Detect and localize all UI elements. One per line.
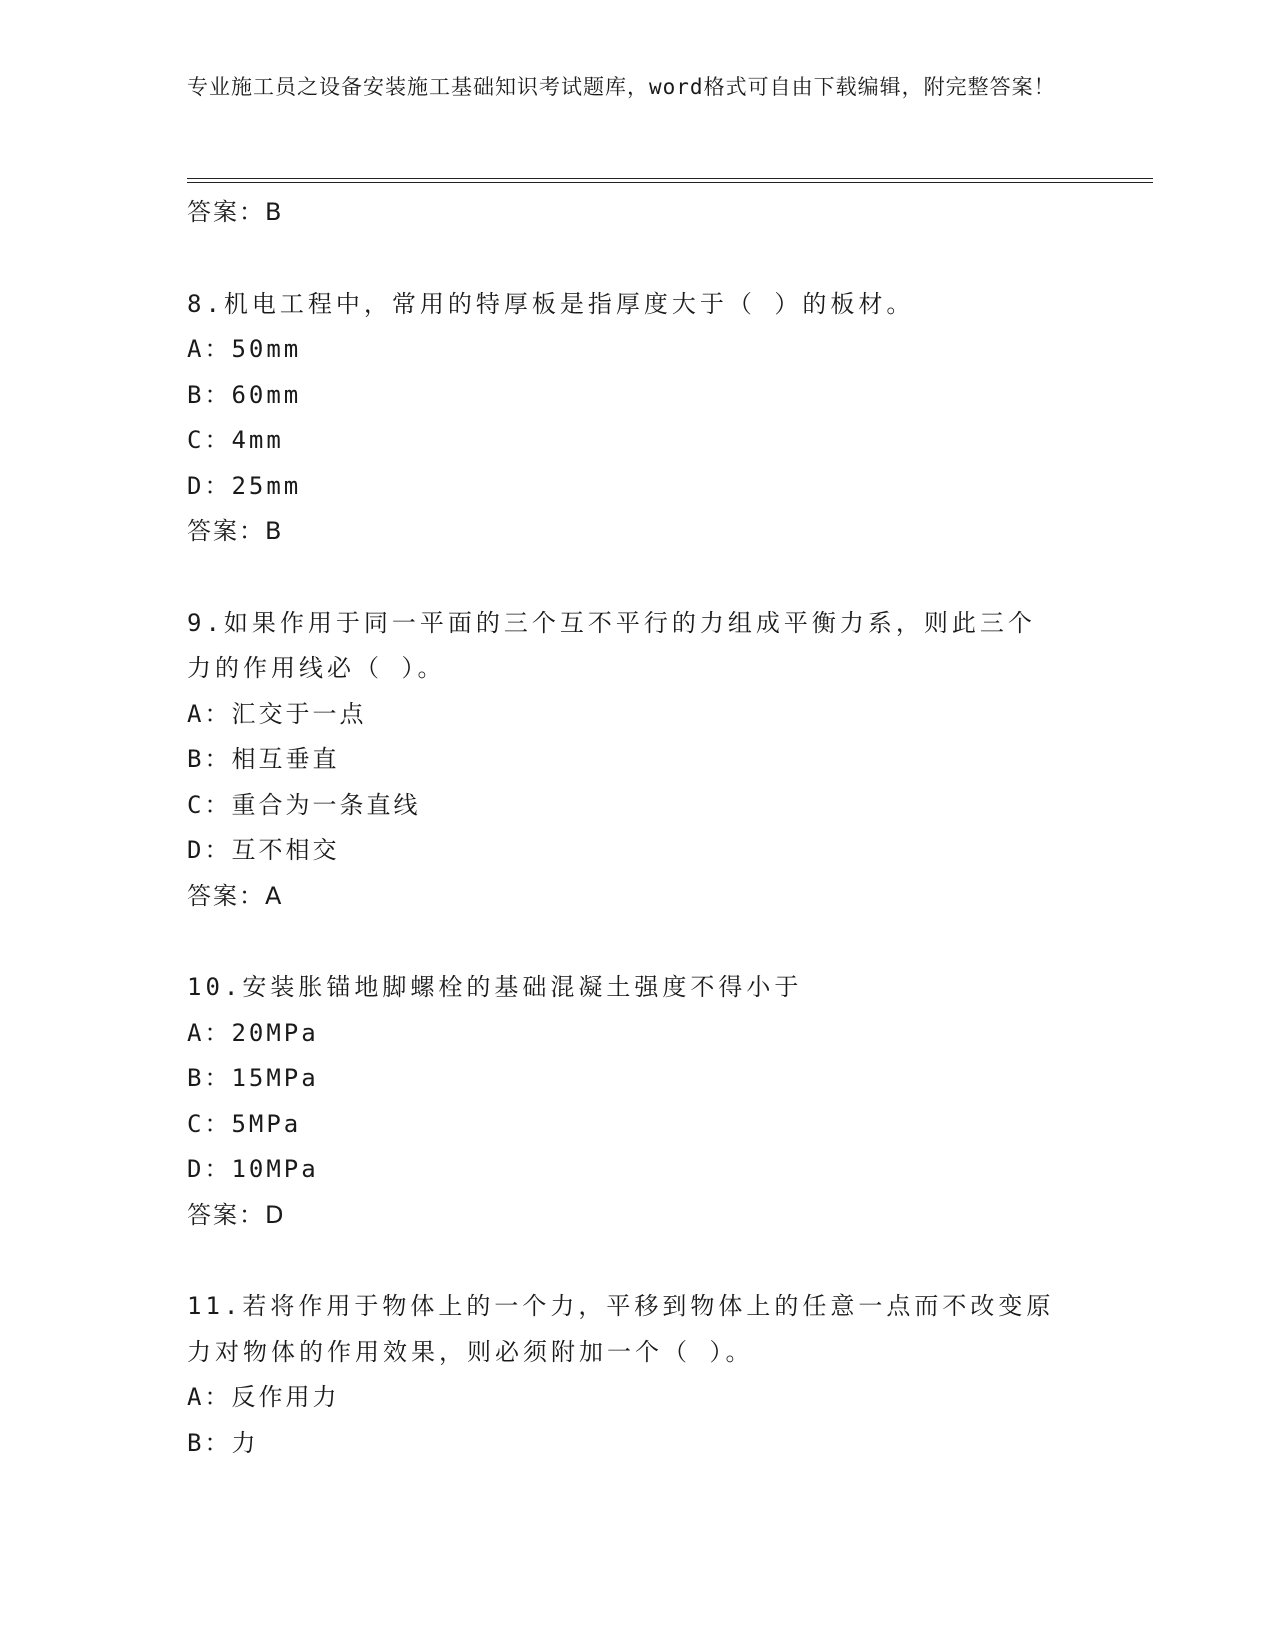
question-text: 10.安装胀锚地脚螺栓的基础混凝土强度不得小于 bbox=[187, 973, 803, 1001]
question-8 bbox=[187, 282, 1067, 555]
header-divider bbox=[187, 178, 1153, 179]
option-c: C：4mm bbox=[187, 426, 284, 454]
answer-line: 答案：B bbox=[187, 198, 284, 226]
option-d: D：10MPa bbox=[187, 1155, 319, 1183]
option-b: B：15MPa bbox=[187, 1064, 319, 1092]
question-list bbox=[187, 190, 1067, 1466]
option-a: A：20MPa bbox=[187, 1018, 319, 1047]
question-10 bbox=[187, 965, 1067, 1238]
option-d: D：25mm bbox=[187, 471, 302, 500]
option-b: B：60mm bbox=[187, 380, 302, 409]
question-11 bbox=[187, 1284, 1067, 1466]
option-c: C：5MPa bbox=[187, 1109, 302, 1138]
question-text-continued: 力的作用线必（ ）。 bbox=[187, 654, 446, 682]
option-a: A：反作用力 bbox=[187, 1383, 340, 1411]
question-9 bbox=[187, 601, 1067, 920]
question-text-continued: 力对物体的作用效果，则必须附加一个（ ）。 bbox=[187, 1337, 754, 1366]
question-text: 9.如果作用于同一平面的三个互不平行的力组成平衡力系，则此三个 bbox=[187, 608, 1036, 637]
page-header: 专业施工员之设备安装施工基础知识考试题库，word格式可自由下载编辑，附完整答案！ bbox=[187, 75, 1056, 99]
answer-line: 答案：B bbox=[187, 517, 284, 545]
answer-line: 答案：A bbox=[187, 881, 284, 910]
option-a: A：50mm bbox=[187, 335, 302, 363]
option-b: B：力 bbox=[187, 1428, 259, 1457]
option-b: B：相互垂直 bbox=[187, 745, 340, 773]
question-text: 11.若将作用于物体上的一个力，平移到物体上的任意一点而不改变原 bbox=[187, 1292, 1055, 1320]
option-c: C：重合为一条直线 bbox=[187, 790, 421, 819]
question-text: 8.机电工程中，常用的特厚板是指厚度大于（ ）的板材。 bbox=[187, 289, 915, 318]
option-d: D：互不相交 bbox=[187, 836, 340, 864]
answer-line: 答案：D bbox=[187, 1200, 286, 1229]
option-a: A：汇交于一点 bbox=[187, 699, 367, 728]
header-divider-secondary bbox=[187, 182, 1153, 183]
